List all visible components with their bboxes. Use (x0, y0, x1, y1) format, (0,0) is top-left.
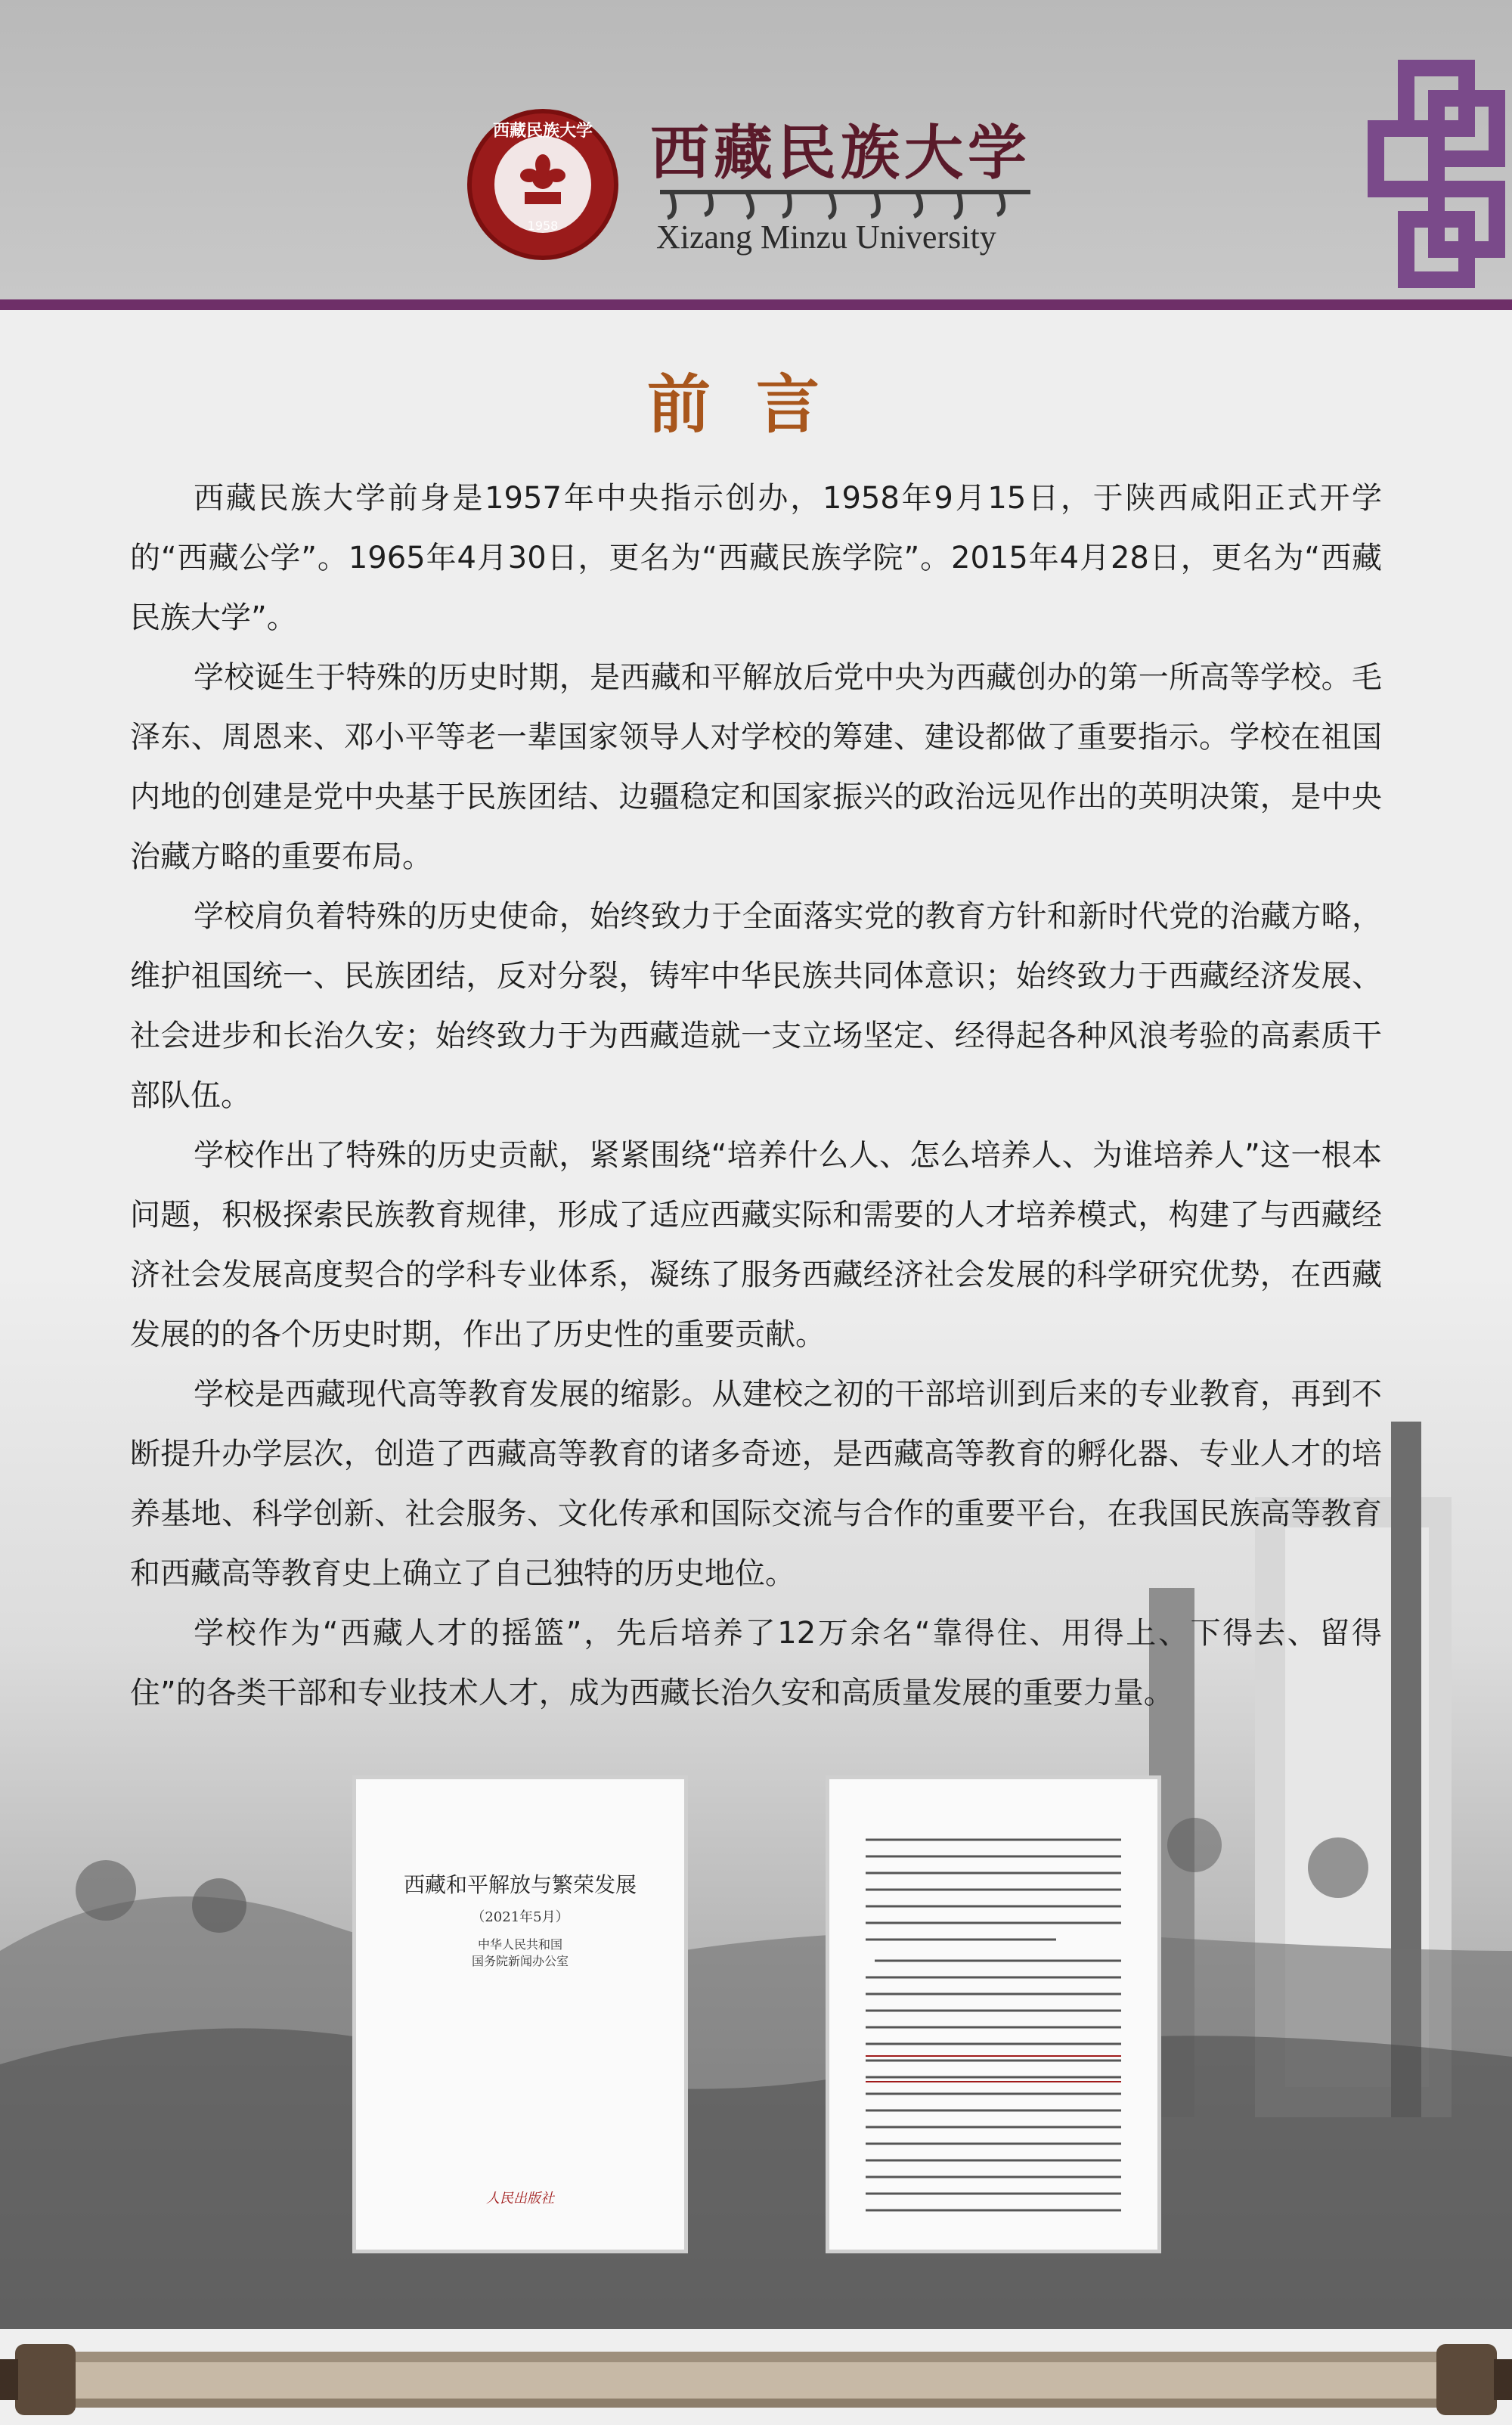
header-divider (0, 299, 1512, 310)
book-issuer-line: 国务院新闻办公室 (471, 1954, 569, 1968)
book-inner-page-image (826, 1775, 1161, 2253)
university-name-en: Xizang Minzu University (656, 219, 996, 256)
book-cover-image (352, 1775, 688, 2253)
scroll-ornament (0, 2329, 1512, 2425)
university-name-cn: 西藏民族大学 (650, 119, 1032, 188)
lotus-icon (511, 151, 575, 215)
book-issuer (356, 1937, 684, 1970)
seal-year: 1958 (527, 219, 559, 233)
preface-text (130, 469, 1382, 1723)
paragraph: 学校肩负着特殊的历史使命，始终致力于全面落实党的教育方针和新时代党的治藏方略，维护祖国统一、民族团结，反对分裂，铸牢中华民族共同体意识；始终致力于西藏经济发展、社会进步和长治久安；始终致力于为西藏造就一支立场坚定、经得起各种风浪考验的高素质干部队伍。 (130, 899, 1382, 1113)
tibetan-script-logotype (656, 181, 1034, 221)
text-lines-illustration (829, 1779, 1157, 2250)
book-publisher: 人民出版社 (486, 2191, 554, 2206)
page-title: 前言 (646, 367, 865, 442)
university-seal-logo (467, 109, 618, 260)
book-issuer-line: 中华人民共和国 (477, 1937, 562, 1952)
paragraph: 学校诞生于特殊的历史时期，是西藏和平解放后党中央为西藏创办的第一所高等学校。毛泽东、周恩来、邓小平等老一辈国家领导人对学校的筹建、建设都做了重要指示。学校在祖国内地的创建是党中央基于民族团结、边疆稳定和国家振兴的政治远见作出的英明决策，是中央治藏方略的重要布局。 (130, 660, 1382, 874)
paragraph: 学校作为“西藏人才的摇篮”，先后培养了12万余名“靠得住、用得上、下得去、留得住”的各类干部和专业技术人才，成为西藏长治久安和高质量发展的重要力量。 (130, 1616, 1382, 1710)
paragraph: 学校作出了特殊的历史贡献，紧紧围绕“培养什么人、怎么培养人、为谁培养人”这一根本问题，积极探索民族教育规律，形成了适应西藏实际和需要的人才培养模式，构建了与西藏经济社会发展高度契合的学科专业体系，凝练了服务西藏经济社会发展的科学研究优势，在西藏发展的的各个历史时期，作出了历史性的重要贡献。 (130, 1138, 1382, 1352)
seal-label: 西藏民族大学 (492, 121, 593, 141)
endless-knot-ornament-icon (1361, 23, 1512, 310)
book-title: 西藏和平解放与繁荣发展 (403, 1872, 637, 1897)
paragraph: 西藏民族大学前身是1957年中央指示创办，1958年9月15日，于陕西咸阳正式开学的“西藏公学”。1965年4月30日，更名为“西藏民族学院”。2015年4月28日，更名为“西藏民族大学”。 (130, 481, 1382, 635)
paragraph: 学校是西藏现代高等教育发展的缩影。从建校之初的干部培训到后来的专业教育，再到不断提升办学层次，创造了西藏高等教育的诸多奇迹，是西藏高等教育的孵化器、专业人才的培养基地、科学创新、社会服务、文化传承和国际交流与合作的重要平台，在我国民族高等教育和西藏高等教育史上确立了自己独特的历史地位。 (130, 1377, 1382, 1591)
book-date: （2021年5月） (471, 1909, 569, 1925)
